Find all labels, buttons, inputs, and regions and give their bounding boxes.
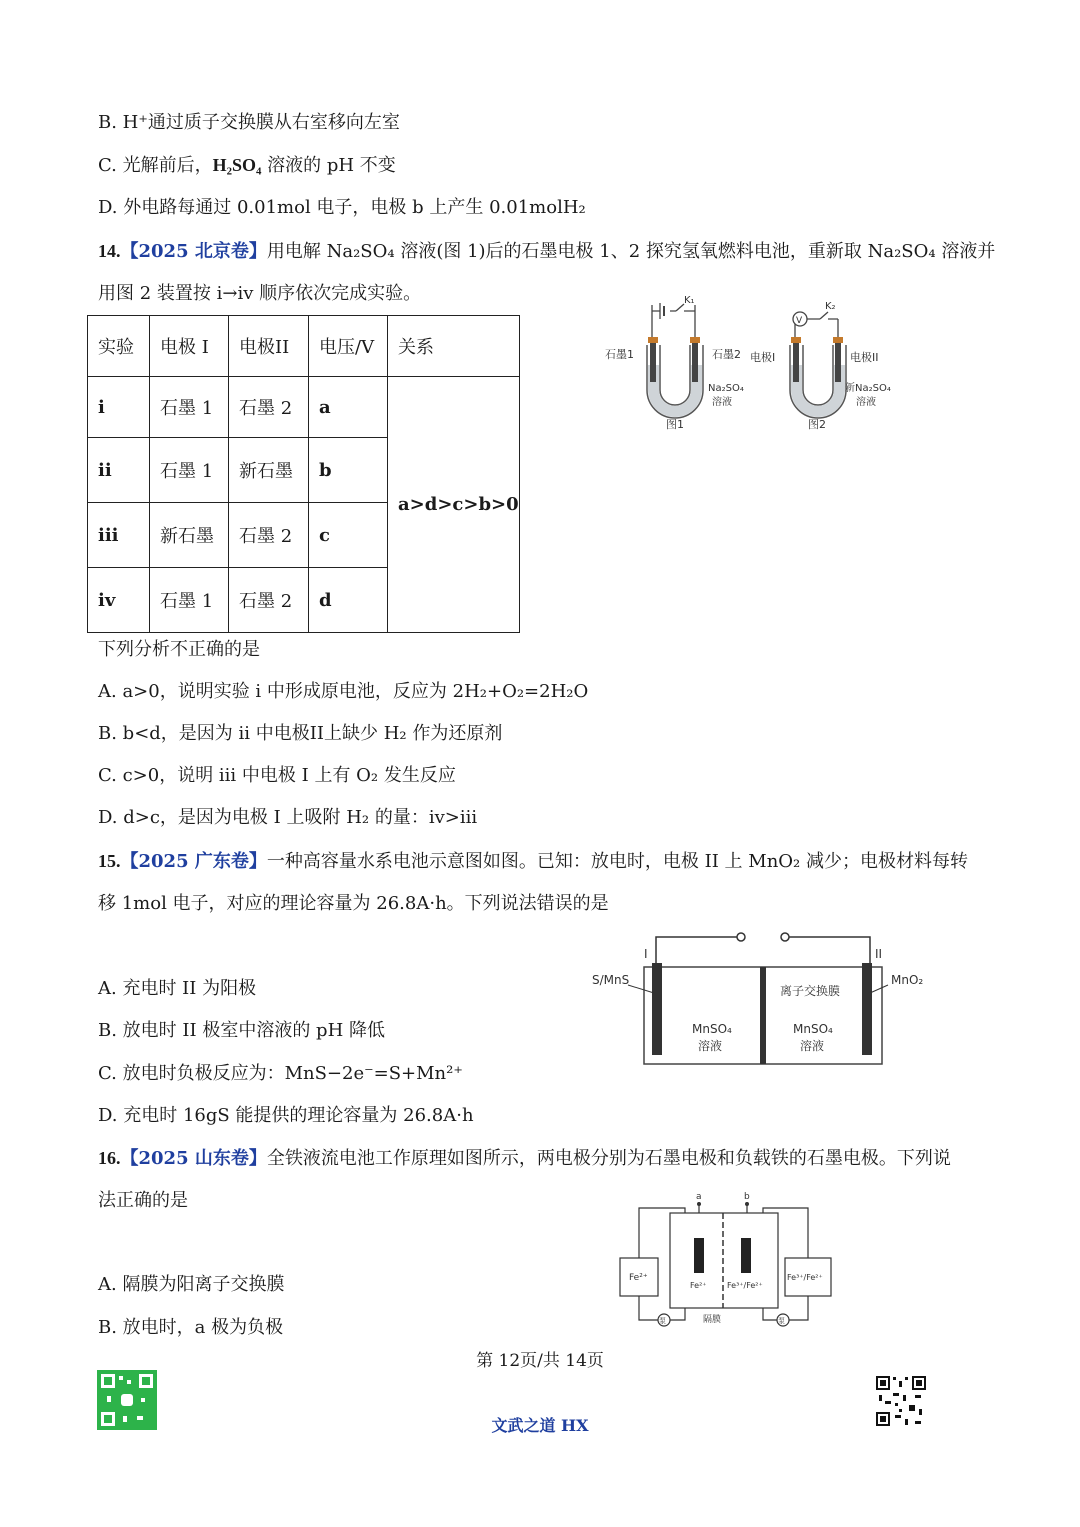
table-cell: iii (88, 503, 150, 568)
page-number: 第 12页/共 14页 (476, 1351, 604, 1371)
table-cell: 石墨 1 (150, 438, 229, 503)
svg-text:MnSO₄: MnSO₄ (692, 1022, 732, 1036)
q14-option-a: A. a>0，说明实验 i 中形成原电池，反应为 2H₂+O₂=2H₂O (98, 681, 589, 702)
q15-option-c: C. 放电时负极反应为：MnS−2e⁻=S+Mn²⁺ (98, 1063, 463, 1084)
table-cell: a (309, 377, 388, 438)
table-header: 实验 (88, 316, 150, 377)
svg-text:图2: 图2 (808, 418, 826, 431)
q13-option-d: D. 外电路每通过 0.01mol 电子，电极 b 上产生 0.01molH₂ (98, 197, 586, 218)
svg-text:b: b (744, 1192, 750, 1202)
table-cell: ii (88, 438, 150, 503)
svg-text:溶液: 溶液 (800, 1039, 825, 1053)
svg-text:a: a (696, 1192, 702, 1202)
q14-option-c: C. c>0，说明 iii 中电极 I 上有 O₂ 发生反应 (98, 765, 456, 786)
svg-text:隔膜: 隔膜 (703, 1315, 722, 1325)
q14-option-b: B. b<d，是因为 ii 中电极II上缺少 H₂ 作为还原剂 (98, 723, 503, 744)
svg-text:K₂: K₂ (825, 301, 836, 312)
table-cell: 石墨 2 (229, 503, 309, 568)
q15-stem-line1: 15.【2025 广东卷】一种高容量水系电池示意图如图。已知：放电时，电极 II 上 MnO₂ 减少；电极材料每转 (98, 851, 968, 872)
table-cell: d (309, 568, 388, 633)
table-row (88, 377, 520, 438)
table-cell: 新石墨 (229, 438, 309, 503)
q16-option-a: A. 隔膜为阳离子交换膜 (98, 1274, 285, 1295)
svg-text:K₁: K₁ (684, 295, 695, 306)
svg-text:V: V (796, 316, 803, 326)
table-cell: 石墨 2 (229, 377, 309, 438)
q14-source: 【2025 北京卷】 (120, 241, 267, 262)
svg-text:MnSO₄: MnSO₄ (793, 1022, 833, 1036)
q13-option-c: C. 光解前后，H₂SO₄ 溶液的 pH 不变 (98, 155, 396, 176)
svg-text:Fe²⁺: Fe²⁺ (629, 1273, 648, 1283)
table-cell: i (88, 377, 150, 438)
svg-text:溶液: 溶液 (698, 1039, 723, 1053)
q16-stem-line2: 法正确的是 (98, 1190, 188, 1211)
svg-text:新Na₂SO₄: 新Na₂SO₄ (845, 383, 891, 394)
figure-2 (750, 301, 891, 431)
q13-option-b: B. H⁺通过质子交换膜从右室移向左室 (98, 112, 400, 133)
q14-question: 下列分析不正确的是 (98, 639, 260, 660)
figure-1 (605, 295, 744, 431)
brand-watermark: 文武之道 HX (491, 1416, 589, 1435)
svg-text:Fe²⁺: Fe²⁺ (690, 1281, 707, 1290)
table-cell: c (309, 503, 388, 568)
q14-stem-line2: 用图 2 装置按 i→iv 顺序依次完成实验。 (98, 283, 422, 304)
table-header: 电压/V (309, 316, 388, 377)
svg-text:MnO₂: MnO₂ (891, 973, 924, 987)
q15-option-d: D. 充电时 16gS 能提供的理论容量为 26.8A·h (98, 1105, 474, 1126)
svg-text:Fe³⁺/Fe²⁺: Fe³⁺/Fe²⁺ (727, 1281, 763, 1290)
table-cell: b (309, 438, 388, 503)
q14-stem-line1: 14.【2025 北京卷】用电解 Na₂SO₄ 溶液(图 1)后的石墨电极 1、2 探究氢氧燃料电池，重新取 Na₂SO₄ 溶液并 (98, 241, 996, 262)
svg-text:泵: 泵 (659, 1317, 666, 1325)
svg-text:泵: 泵 (778, 1317, 785, 1325)
table-cell: 石墨 1 (150, 377, 229, 438)
table-header-row (88, 316, 520, 377)
table-cell: 石墨 2 (229, 568, 309, 633)
svg-text:图1: 图1 (666, 418, 684, 431)
q15-option-a: A. 充电时 II 为阳极 (98, 978, 257, 999)
table-cell: iv (88, 568, 150, 633)
q15-option-b: B. 放电时 II 极室中溶液的 pH 降低 (98, 1020, 385, 1041)
svg-text:S/MnS: S/MnS (592, 973, 630, 987)
electrolysis-figure (600, 295, 910, 440)
svg-text:Na₂SO₄: Na₂SO₄ (708, 383, 744, 394)
svg-text:电极I: 电极I (750, 351, 776, 364)
battery-figure (588, 925, 938, 1070)
qr-code-left (97, 1370, 157, 1430)
q14-option-d: D. d>c，是因为电极 I 上吸附 H₂ 的量：iv>iii (98, 807, 478, 828)
q16-source: 【2025 山东卷】 (120, 1148, 267, 1169)
svg-text:溶液: 溶液 (712, 397, 732, 408)
relation-cell: a>d>c>b>0 (388, 377, 520, 633)
svg-text:溶液: 溶液 (856, 397, 876, 408)
table-header: 电极 I (150, 316, 229, 377)
table-header: 关系 (388, 316, 520, 377)
qr-code-right (875, 1375, 927, 1427)
svg-text:Fe³⁺/Fe²⁺: Fe³⁺/Fe²⁺ (787, 1273, 823, 1282)
q15-stem-line2: 移 1mol 电子，对应的理论容量为 26.8A·h。下列说法错误的是 (98, 893, 609, 914)
q16-option-b: B. 放电时，a 极为负极 (98, 1317, 284, 1338)
q15-source: 【2025 广东卷】 (120, 851, 267, 872)
table-cell: 石墨 1 (150, 568, 229, 633)
table-header: 电极II (229, 316, 309, 377)
svg-text:石墨2: 石墨2 (712, 348, 741, 361)
table-cell: 新石墨 (150, 503, 229, 568)
svg-text:电极II: 电极II (850, 351, 879, 364)
flow-battery-figure (615, 1188, 840, 1333)
svg-text:II: II (875, 947, 883, 961)
q16-stem-line1: 16.【2025 山东卷】全铁液流电池工作原理如图所示，两电极分别为石墨电极和负载铁的石墨电极。下列说 (98, 1148, 951, 1169)
svg-text:离子交换膜: 离子交换膜 (780, 984, 841, 998)
experiment-table (87, 315, 520, 633)
svg-text:I: I (644, 947, 648, 961)
svg-text:石墨1: 石墨1 (605, 348, 634, 361)
